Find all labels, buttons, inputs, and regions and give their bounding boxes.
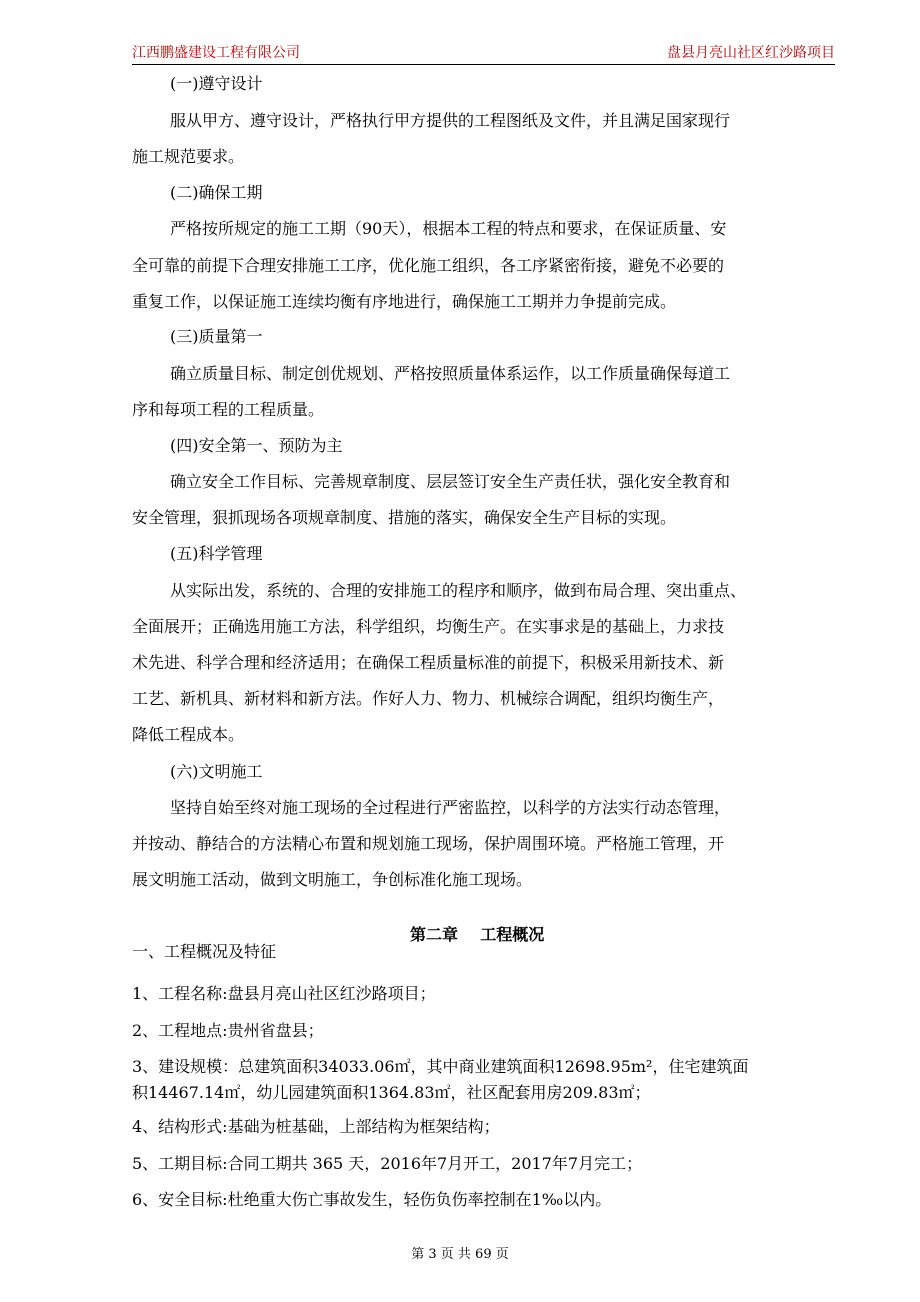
section-heading: (二)确保工期 [170, 183, 263, 202]
list-item: 6、安全目标:杜绝重大伤亡事故发生，轻伤负伤率控制在1‰以内。 [132, 1190, 612, 1209]
list-item: 4、结构形式:基础为桩基础，上部结构为框架结构； [132, 1117, 500, 1136]
body-line: 服从甲方、遵守设计，严格执行甲方提供的工程图纸及文件，并且满足国家现行 [170, 111, 731, 130]
project-name: 盘县月亮山社区红沙路项目 [667, 45, 835, 61]
body-line: 工艺、新机具、新材料和新方法。作好人力、物力、机械综合调配，组织均衡生产， [132, 689, 725, 708]
body-line: 确立安全工作目标、完善规章制度、层层签订安全生产责任状，强化安全教育和 [170, 472, 731, 491]
body-line: 序和每项工程的工程质量。 [132, 400, 325, 419]
list-item: 1、工程名称:盘县月亮山社区红沙路项目； [132, 984, 436, 1003]
list-item: 2、工程地点:贵州省盘县； [132, 1021, 324, 1040]
section-heading: (一)遵守设计 [170, 74, 263, 93]
body-line: 展文明施工活动，做到文明施工，争创标准化施工现场。 [132, 870, 533, 889]
page-header [132, 38, 835, 65]
body-line: 严格按所规定的施工工期（90天），根据本工程的特点和要求，在保证质量、安 [170, 219, 727, 238]
body-line: 确立质量目标、制定创优规划、严格按照质量体系运作，以工作质量确保每道工 [170, 364, 731, 383]
section-heading: 一、工程概况及特征 [132, 942, 277, 961]
body-line: 坚持自始至终对施工现场的全过程进行严密监控，以科学的方法实行动态管理， [170, 798, 731, 817]
body-line: 重复工作，以保证施工连续均衡有序地进行，确保施工工期并力争提前完成。 [132, 292, 677, 311]
list-item: 3、建设规模：总建筑面积34033.06㎡，其中商业建筑面积12698.95m²，住宅建筑面 [132, 1057, 749, 1076]
section-heading: (三)质量第一 [170, 327, 263, 346]
body-line: 安全管理，狠抓现场各项规章制度、措施的落实，确保安全生产目标的实现。 [132, 508, 677, 527]
section-heading: (六)文明施工 [170, 762, 263, 781]
page-number: 第 3 页 共 69 页 [411, 1247, 509, 1262]
body-line: 全面展开；正确选用施工方法，科学组织，均衡生产。在实事求是的基础上，力求技 [132, 617, 725, 636]
body-line: 从实际出发，系统的、合理的安排施工的程序和顺序，做到布局合理、突出重点、 [170, 581, 747, 600]
body-line: 施工规范要求。 [132, 147, 245, 166]
body-line: 降低工程成本。 [132, 725, 245, 744]
list-item: 积14467.14㎡，幼儿园建筑面积1364.83㎡，社区配套用房209.83㎡； [132, 1083, 651, 1102]
section-heading: (五)科学管理 [170, 544, 263, 563]
chapter-title: 第二章 工程概况 [410, 925, 545, 944]
body-line: 全可靠的前提下合理安排施工工序，优化施工组织，各工序紧密衔接，避免不必要的 [132, 256, 725, 275]
body-line: 并按动、静结合的方法精心布置和规划施工现场，保护周围环境。严格施工管理，开 [132, 834, 725, 853]
section-heading: (四)安全第一、预防为主 [170, 436, 343, 455]
company-name: 江西鹏盛建设工程有限公司 [132, 45, 300, 61]
list-item: 5、工期目标:合同工期共 365 天，2016年7月开工，2017年7月完工； [132, 1154, 643, 1173]
body-line: 术先进、科学合理和经济适用；在确保工程质量标准的前提下，积极采用新技术、新 [132, 653, 725, 672]
